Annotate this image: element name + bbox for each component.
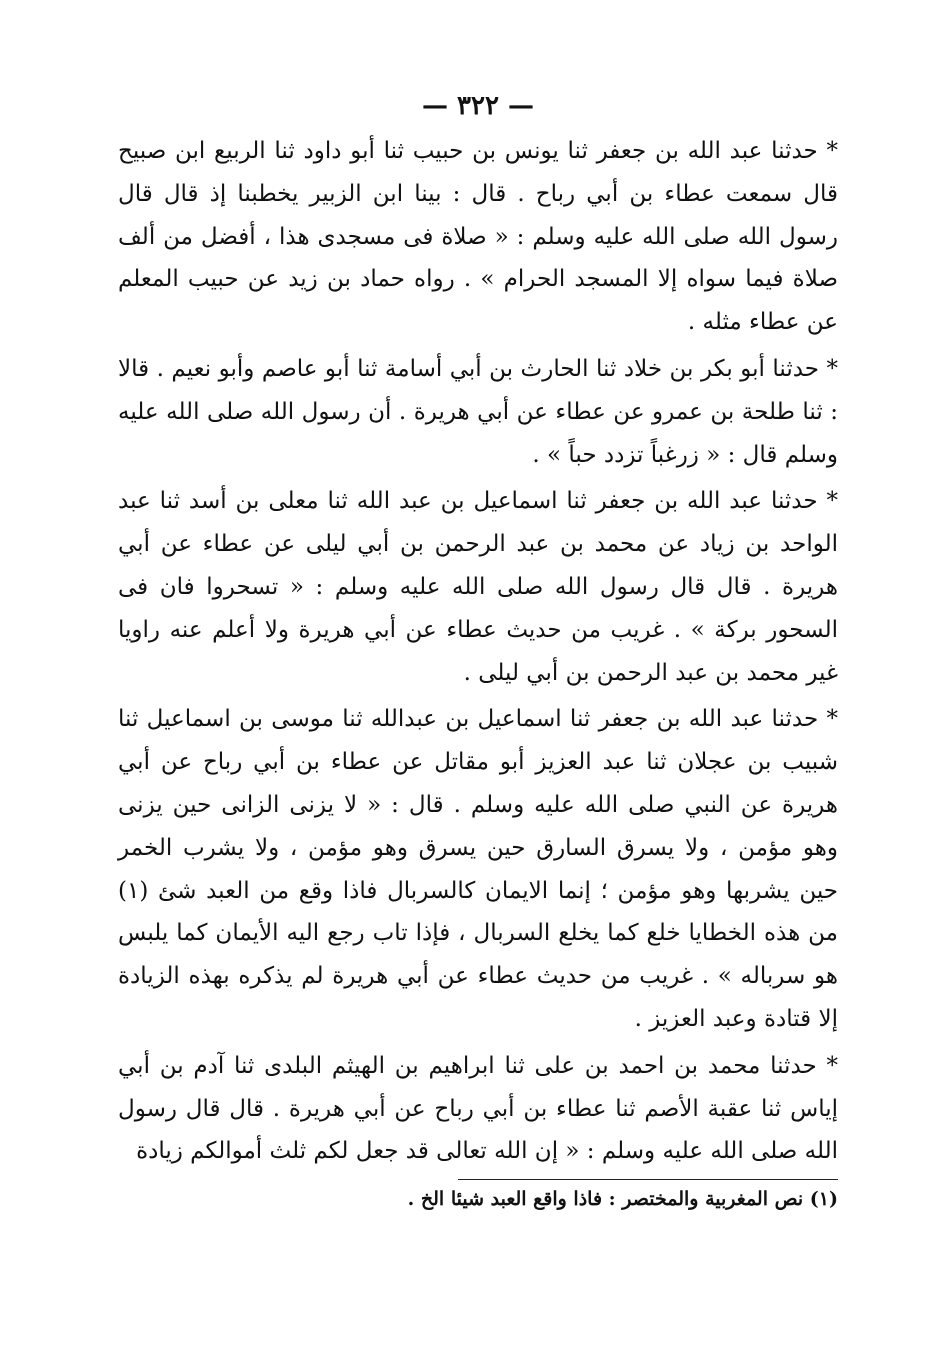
hadith-paragraph-3: * حدثنا عبد الله بن جعفر ثنا اسماعيل بن عبد الله ثنا معلى بن أسد ثنا عبد الواحد بن زياد عن محمد بن عبد الرحمن بن أبي ليلى عن عطاء عن أبي هريرة . قال قال رسول الله صلى الله عليه وسلم : « تسحروا فان فى السحور بركة » . غريب من حديث عطاء عن أبي هريرة ولا أعلم عنه راويا غير محمد بن عبد الرحمن بن أبي ليلى . [118,488,838,686]
hadith-paragraph-2: * حدثنا أبو بكر بن خلاد ثنا الحارث بن أبي أسامة ثنا أبو عاصم وأبو نعيم . قالا : ثنا طلحة بن عمرو عن عطاء عن أبي هريرة . أن رسول الله صلى الله عليه وسلم قال : « زرغباً تزدد حباً » . [118,355,838,468]
page-number: — ٣٢٢ — [421,91,535,121]
hadith-paragraph-5: * حدثنا محمد بن احمد بن على ثنا ابراهيم بن الهيثم البلدى ثنا آدم بن أبي إياس ثنا عقبة الأصم ثنا عطاء بن أبي رباح عن أبي هريرة . قال قال رسول الله صلى الله عليه وسلم : « إن الله تعالى قد جعل لكم ثلث أموالكم زيادة [118,1052,838,1165]
document-page [118,88,838,1214]
footnote-divider [458,1179,838,1180]
hadith-paragraph-4: * حدثنا عبد الله بن جعفر ثنا اسماعيل بن عبدالله ثنا موسى بن اسماعيل ثنا شبيب بن عجلان ثنا عبد العزيز أبو مقاتل عن عطاء بن أبي رباح عن أبي هريرة عن النبي صلى الله عليه وسلم . قال : « لا يزنى الزانى حين يزنى وهو مؤمن ، ولا يسرق السارق حين يسرق وهو مؤمن ، ولا يشرب الخمر حين يشربها وهو مؤمن ؛ إنما الايمان كالسربال فاذا وقع من العبد شئ (١) من هذه الخطايا خلع كما يخلع السربال ، فإذا تاب رجع اليه الأيمان كما يلبس هو سرباله » . غريب من حديث عطاء عن أبي هريرة لم يذكره بهذه الزيادة إلا قتادة وعبد العزيز . [118,706,838,1032]
footnote: (١) نص المغربية والمختصر : فاذا واقع العبد شيئا الخ . [407,1188,838,1211]
hadith-paragraph-1: * حدثنا عبد الله بن جعفر ثنا يونس بن حبيب ثنا أبو داود ثنا الربيع ابن صبيح قال سمعت عطاء بن أبي رباح . قال : بينا ابن الزبير يخطبنا إذ قال قال رسول الله صلى الله عليه وسلم : « صلاة فى مسجدى هذا ، أفضل من ألف صلاة فيما سواه إلا المسجد الحرام » . رواه حماد بن زيد عن حبيب المعلم عن عطاء مثله . [118,138,838,336]
